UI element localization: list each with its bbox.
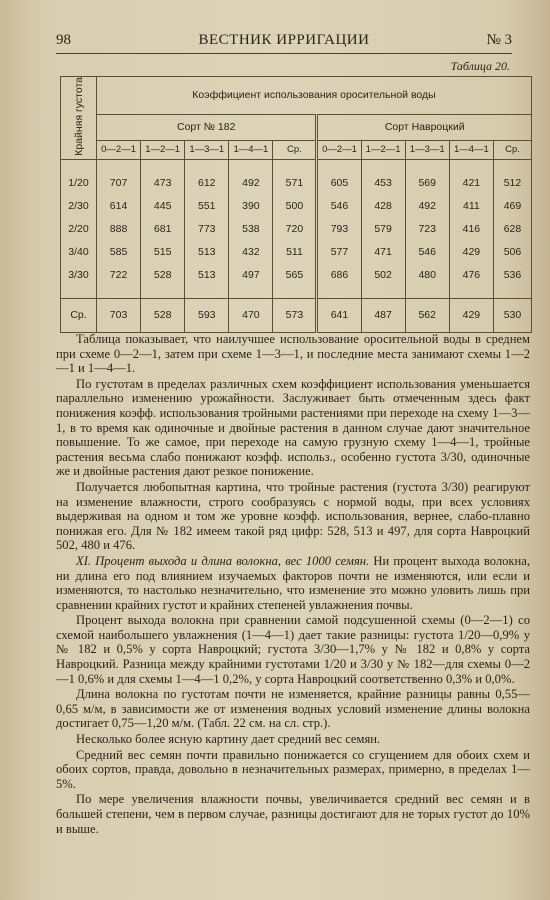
table-cell: 569: [405, 171, 449, 194]
spacer-row: [61, 159, 532, 171]
table-row: [61, 217, 532, 240]
table-cell: 722: [97, 263, 141, 286]
table-cell: 511: [273, 240, 317, 263]
avg-cell: 530: [493, 298, 531, 332]
scheme-header: 1—2—1: [141, 140, 185, 159]
avg-cell: 593: [185, 298, 229, 332]
table-cell: 707: [97, 171, 141, 194]
issue-number: № 3: [486, 32, 512, 48]
table-cell: 515: [141, 240, 185, 263]
table-cell: 512: [493, 171, 531, 194]
table-cell: 502: [361, 263, 405, 286]
table-cell: 773: [185, 217, 229, 240]
table-cell: 445: [141, 194, 185, 217]
scheme-header: 1—3—1: [405, 140, 449, 159]
table-cell: 506: [493, 240, 531, 263]
table-caption: Таблица 20.: [450, 59, 510, 73]
scheme-header: Ср.: [493, 140, 531, 159]
table-cell: 428: [361, 194, 405, 217]
table-cell: 432: [229, 240, 273, 263]
avg-cell: 429: [449, 298, 493, 332]
table-cell: 571: [273, 171, 317, 194]
avg-cell: 703: [97, 298, 141, 332]
scheme-header: 1—4—1: [229, 140, 273, 159]
table-cell: 681: [141, 217, 185, 240]
table-cell: 421: [449, 171, 493, 194]
table-row: [61, 263, 532, 286]
avg-cell: 528: [141, 298, 185, 332]
table-cell: 390: [229, 194, 273, 217]
table-cell: 538: [229, 217, 273, 240]
table-cell: 492: [229, 171, 273, 194]
paragraph: Средний вес семян почти правильно понижается со сгущением для обоих схем и обоих сортов, правда, довольно в незначительных размерах, примерно, в пределах 1—5%.: [56, 747, 530, 791]
table-cell: 546: [317, 194, 361, 217]
row-header-label: Крайняя густота: [72, 77, 85, 156]
sort2-header: Сорт Навроцкий: [317, 114, 532, 140]
paragraph: По мере увеличения влажности почвы, увеличивается средний вес семян и в большей степени, чем в первом случае, разницы достигают для не торых густот до 10% и выше.: [56, 792, 530, 836]
avg-cell: 487: [361, 298, 405, 332]
table-cell: 500: [273, 194, 317, 217]
journal-title: ВЕСТНИК ИРРИГАЦИИ: [198, 32, 370, 48]
avg-cell: 562: [405, 298, 449, 332]
table-row: [61, 171, 532, 194]
row-label: 2/30: [61, 194, 97, 217]
running-header: [56, 32, 512, 52]
table-cell: 480: [405, 263, 449, 286]
scheme-header: 0—2—1: [317, 140, 361, 159]
table-row: [61, 240, 532, 263]
page-number: 98: [56, 32, 71, 48]
table-cell: 453: [361, 171, 405, 194]
scheme-header: 1—4—1: [449, 140, 493, 159]
row-label: 3/40: [61, 240, 97, 263]
table-row: [61, 194, 532, 217]
row-label: 2/20: [61, 217, 97, 240]
table-cell: 686: [317, 263, 361, 286]
row-label: 3/30: [61, 263, 97, 286]
avg-cell: 641: [317, 298, 361, 332]
table-cell: 476: [449, 263, 493, 286]
table-cell: 513: [185, 263, 229, 286]
table-cell: 411: [449, 194, 493, 217]
table-cell: 723: [405, 217, 449, 240]
table-cell: 528: [141, 263, 185, 286]
scheme-header: 1—3—1: [185, 140, 229, 159]
table-cell: 546: [405, 240, 449, 263]
table-body: [61, 171, 532, 286]
scheme-header: 1—2—1: [361, 140, 405, 159]
paragraph: Получается любопытная картина, что тройные растения (густота 3/30) реагируют на изменение влажности, строго сообразуясь с нормой воды, при всех условиях выдерживая на одном и том же уровне коэфф. использования, вернее, слабо-плавно понижая его. Для № 182 имеем такой ряд цифр: 528, 513 и 497, для сорта Навроцкий 502, 480 и 476.: [56, 479, 530, 553]
top-header: Коэффициент использования оросительной воды: [97, 77, 532, 115]
paragraph: Таблица показывает, что наилучшее использование оросительной воды в среднем при схеме 0—2—1, затем при схеме 1—3—1, и последние места занимают схемы 1—2—1 и 1—4—1.: [56, 332, 530, 376]
avg-cell: 573: [273, 298, 317, 332]
table-cell: 793: [317, 217, 361, 240]
table-cell: 888: [97, 217, 141, 240]
paragraph: Несколько более ясную картину дает средний вес семян.: [76, 732, 381, 747]
paragraph: Процент выхода волокна при сравнении самой подсушенной схемы (0—2—1) со схемой наибольшего увлажнения (1—4—1) дает такие разницы: густота 1/20—0,9% у № 182 и 0,5% у сорта Навроцкий; густота 3/30—1,7% у № 182 и 0,8% у сорта Навроцкий. Разница между крайними густотами 1/20 и 3/30 у № 182—для схемы 0—2—1 0,6% и для схемы 1—4—1 0,2%, у сорта Навроцкий соответственно 0,3% и 0,0%.: [56, 613, 530, 686]
paragraph: [56, 554, 530, 612]
table-cell: 416: [449, 217, 493, 240]
scheme-header: Ср.: [273, 140, 317, 159]
table-cell: 628: [493, 217, 531, 240]
average-row: [61, 298, 532, 332]
row-label: 1/20: [61, 171, 97, 194]
table-cell: 720: [273, 217, 317, 240]
header-rule: [56, 53, 512, 54]
paragraph: Длина волокна по густотам почти не изменяется, крайние разницы равны 0,55—0,65 м/м, в зависимости же от изменения водных условий изменение длины волокна достигает 0,75—1,20 м/м. (Табл. 22 см. на сл. стр.).: [56, 687, 530, 731]
avg-cell: 470: [229, 298, 273, 332]
paragraph-text: Ни процент выхода волокна, ни длина его под влиянием изучаемых факторов почти не изменяются, или если и изменяются, то настолько незначительно, что изменение это можно уловить лишь при сравнении крайних густот и крайних степеней увлажнения почвы.: [56, 553, 530, 612]
body-text: [56, 332, 530, 837]
table-cell: 469: [493, 194, 531, 217]
table-cell: 471: [361, 240, 405, 263]
table-cell: 605: [317, 171, 361, 194]
section-title: XI. Процент выхода и длина волокна, вес 1000 семян.: [76, 553, 370, 568]
paragraph: По густотам в пределах различных схем коэффициент использования уменьшается параллельно изменению урожайности. Заслуживает быть отмеченным здесь факт понижения коэфф. использования тройными растениями при переходе на схему 1—3—1, в то время как одиночные и двойные растения в данном случае дают значительное повышение. То же самое, при переходе на самую грузную схему 1—4—1, тройные растения весьма слабо понижают коэфф. использ., особенно густота 3/30, одиночные же и двойные растения дают резкое понижение.: [56, 376, 530, 479]
table-cell: 612: [185, 171, 229, 194]
table-cell: 536: [493, 263, 531, 286]
row-header-cell: [61, 77, 97, 160]
table-cell: 513: [185, 240, 229, 263]
table-cell: 577: [317, 240, 361, 263]
table-cell: 492: [405, 194, 449, 217]
spacer-row: [61, 286, 532, 298]
scheme-header: 0—2—1: [97, 140, 141, 159]
table-cell: 473: [141, 171, 185, 194]
table-cell: 565: [273, 263, 317, 286]
table-cell: 429: [449, 240, 493, 263]
avg-label: Ср.: [61, 298, 97, 332]
table-cell: 497: [229, 263, 273, 286]
table-cell: 585: [97, 240, 141, 263]
sort1-header: Сорт № 182: [97, 114, 317, 140]
data-table: [60, 76, 532, 333]
table-cell: 614: [97, 194, 141, 217]
table-cell: 551: [185, 194, 229, 217]
table-cell: 579: [361, 217, 405, 240]
